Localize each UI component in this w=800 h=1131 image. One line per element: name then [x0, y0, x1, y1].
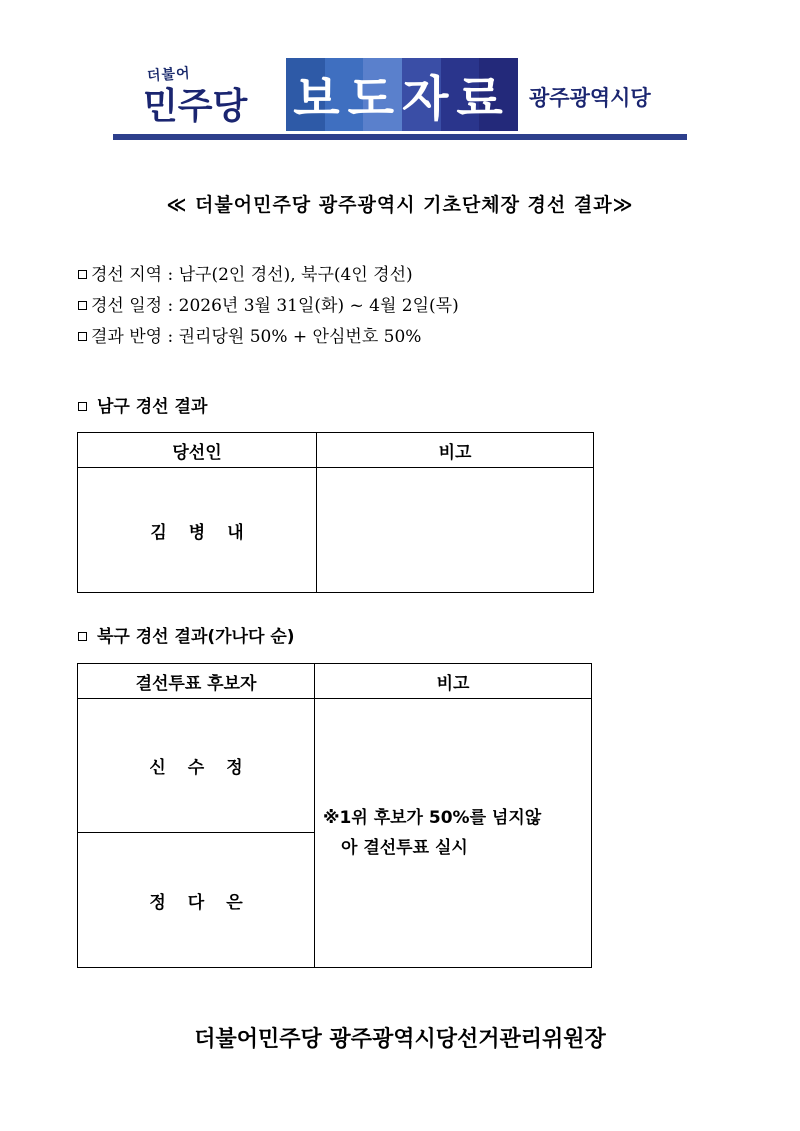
party-logo-small-text: 더불어 — [146, 65, 192, 85]
table-header-row — [78, 433, 594, 468]
namgu-section-title — [78, 392, 207, 417]
info-item — [78, 322, 459, 353]
info-schedule: 경선 일정 : 2026년 3월 31일(화) ~ 4월 2일(목) — [91, 296, 459, 316]
checkbox-bullet-icon — [78, 270, 87, 279]
header-runoff-candidates: 결선투표 후보자 — [78, 664, 315, 699]
runoff-note-line1: ※1위 후보가 50%를 넘지않 — [323, 808, 542, 828]
header-note: 비고 — [315, 664, 592, 699]
bukgu-section-title — [78, 622, 295, 647]
press-release-label: 보도자료 — [293, 71, 511, 127]
candidate-name: 신수정 — [78, 699, 315, 833]
header-divider — [113, 134, 687, 140]
winner-note — [317, 468, 594, 593]
info-item — [78, 291, 459, 322]
document-title: ≪ 더불어민주당 광주광역시 기초단체장 경선 결과≫ — [166, 194, 634, 216]
namgu-section-label: 남구 경선 결과 — [97, 397, 208, 417]
org-name: 광주광역시당 — [529, 86, 651, 110]
info-method: 결과 반영 : 권리당원 50% + 안심번호 50% — [91, 327, 422, 347]
checkbox-bullet-icon — [78, 632, 87, 641]
bukgu-result-table — [77, 663, 592, 968]
header-winner: 당선인 — [78, 433, 317, 468]
press-header — [113, 56, 687, 142]
runoff-note-line2: 아 결선투표 실시 — [341, 838, 468, 858]
table-header-row — [78, 664, 592, 699]
runoff-note — [315, 699, 592, 968]
namgu-result-table — [77, 432, 594, 593]
checkbox-bullet-icon — [78, 301, 87, 310]
checkbox-bullet-icon — [78, 402, 87, 411]
winner-name: 김병내 — [78, 468, 317, 593]
table-row — [78, 468, 594, 593]
checkbox-bullet-icon — [78, 332, 87, 341]
info-item — [78, 260, 459, 291]
footer-signature: 더불어민주당 광주광역시당선거관리위원장 — [194, 1027, 606, 1052]
bukgu-section-label: 북구 경선 결과(가나다 순) — [97, 627, 295, 647]
info-list — [78, 260, 459, 353]
candidate-name: 정다은 — [78, 833, 315, 968]
party-logo: 민주당 — [143, 86, 248, 127]
info-region: 경선 지역 : 남구(2인 경선), 북구(4인 경선) — [91, 265, 413, 285]
header-note: 비고 — [317, 433, 594, 468]
table-row — [78, 699, 592, 833]
